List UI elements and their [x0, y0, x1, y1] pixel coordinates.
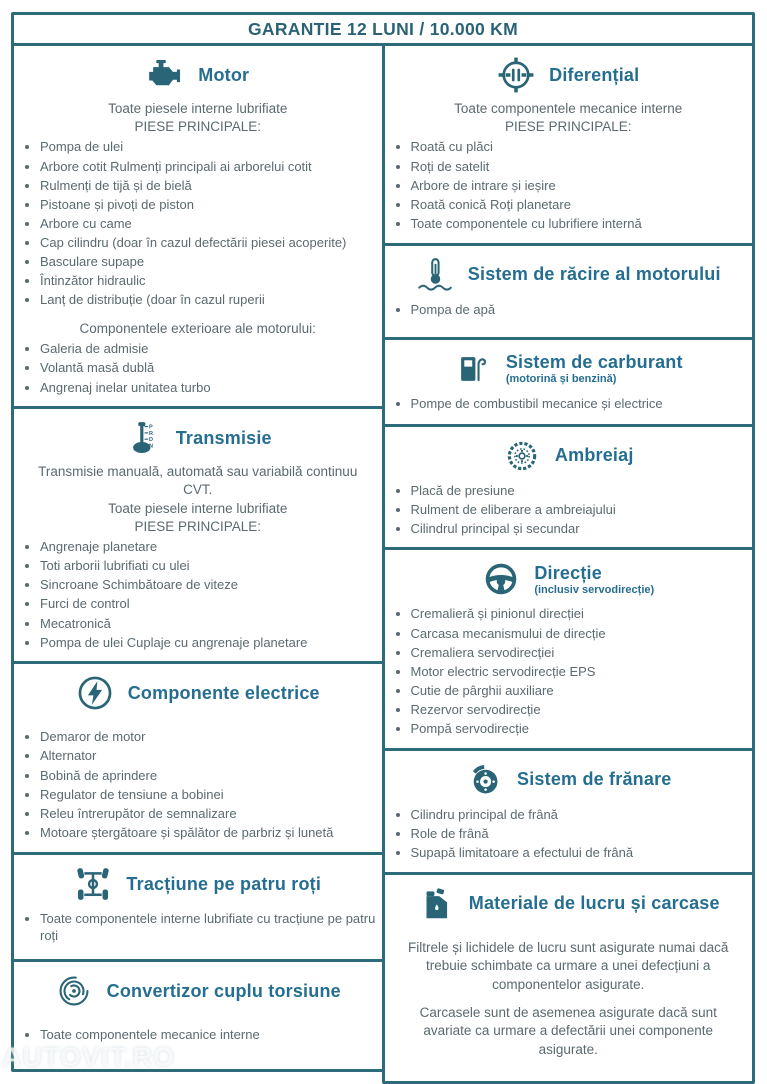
bullet-item: • Placă de presiune: [411, 483, 749, 500]
bullet-item: • Arbore cotit Rulmenți principali ai arborelui cotit: [40, 159, 378, 176]
bullet-item: • Roată conică Roți planetare: [411, 197, 749, 214]
bullet-item: • Angrenaj inelar unitatea turbo: [40, 380, 378, 397]
section-title: Direcție: [534, 562, 602, 583]
intro-line: Toate piesele interne lubrifiate: [108, 500, 288, 516]
bullet-item: • Întinzător hidraulic: [40, 273, 378, 290]
section-header: [385, 246, 753, 299]
section-subtitle: (inclusiv servodirecție): [534, 584, 655, 597]
section-header: [14, 855, 382, 908]
intro-line: Toate componentele mecanice interne: [454, 101, 683, 116]
intro-text: [385, 100, 753, 136]
fuel-pump-icon: [454, 350, 492, 388]
bullet-item: • Rezervor servodirecție: [411, 702, 749, 719]
section-subtitle: (motorină și benzină): [505, 373, 617, 386]
section-tractiune: [11, 852, 385, 962]
bullet-item: • Motoare ștergătoare și spălător de parbriz și lunetă: [40, 825, 378, 842]
bullet-list: [385, 606, 753, 737]
section-header: [385, 875, 753, 928]
section-title: Diferențial: [549, 64, 640, 85]
bullet-item: • Cutie de pârghii auxiliare: [411, 683, 749, 700]
oil-canister-icon: [417, 885, 455, 923]
section-title: Componente electrice: [127, 682, 320, 703]
intro-text: [14, 463, 382, 536]
intro-line: Toate piesele interne lubrifiate: [108, 101, 288, 116]
section-title: Transmisie: [175, 427, 272, 448]
intro-line: Componentele exterioare ale motorului:: [79, 321, 316, 337]
drivetrain-icon: [74, 865, 112, 903]
bullet-item: • Pompa de ulei Cuplaje cu angrenaje planetare: [40, 635, 378, 652]
svg-text:D: D: [148, 437, 153, 444]
warranty-title-bar: [11, 12, 755, 46]
bullet-item: • Carcasa mecanismului de direcție: [411, 626, 749, 643]
bullet-item: • Toate componentele cu lubrifiere internă: [411, 216, 749, 233]
warranty-sheet: [11, 12, 755, 1084]
section-transmisie: [11, 406, 385, 664]
bullet-item: • Pistoane și pivoți de piston: [40, 197, 378, 214]
intro-line: PIESE PRINCIPALE:: [134, 518, 262, 534]
bullet-list: [385, 483, 753, 538]
bullet-list: [14, 539, 382, 651]
intro-text: [14, 100, 382, 136]
bullet-item: • Toate componentele mecanice interne: [40, 1027, 378, 1044]
bullet-item: • Arbore cu came: [40, 216, 378, 233]
brake-disc-icon: [465, 761, 503, 799]
section-diferential: [382, 43, 756, 246]
section-header: [385, 427, 753, 480]
section-title: Ambreiaj: [554, 445, 634, 466]
bullet-list: [14, 1027, 382, 1044]
bullet-item: • Alternator: [40, 748, 378, 765]
bullet-item: • Regulator de tensiune a bobinei: [40, 787, 378, 804]
bullet-item: • Role de frână: [411, 826, 749, 843]
lightning-icon: [76, 674, 114, 712]
bullet-item: • Cilindru principal de frână: [411, 807, 749, 824]
bullet-list: [14, 341, 382, 396]
bullet-item: • Roată cu plăci: [411, 139, 749, 156]
bullet-list: [385, 139, 753, 232]
intro-line: PIESE PRINCIPALE:: [504, 119, 632, 135]
bullet-item: • Motor electric servodirecție EPS: [411, 664, 749, 681]
right-column: [382, 43, 756, 1084]
svg-text:N: N: [148, 443, 153, 450]
section-directie: [382, 547, 756, 750]
bullet-item: • Arbore de intrare și ieșire: [411, 178, 749, 195]
bullet-item: • Basculare supape: [40, 254, 378, 271]
svg-text:P: P: [148, 424, 153, 431]
section-materiale: [382, 872, 756, 1084]
bullet-item: • Pompa de ulei: [40, 139, 378, 156]
bullet-item: • Supapă limitatoare a efectului de frână: [411, 845, 749, 862]
section-header: [385, 340, 753, 393]
section-motor: [11, 43, 385, 409]
engine-icon: [146, 56, 184, 94]
bullet-item: • Pompe de combustibil mecanice și electrice: [411, 396, 749, 413]
thermometer-icon: [416, 256, 454, 294]
section-electrice: [11, 661, 385, 855]
section-title: Sistem de frănare: [517, 769, 672, 790]
bullet-list: [14, 139, 382, 309]
section-ambreiaj: [382, 424, 756, 551]
section-title: Motor: [198, 64, 250, 85]
watermark: AUTOVIT.RO: [2, 1042, 176, 1072]
bullet-list: [14, 911, 382, 944]
intro-line: PIESE PRINCIPALE:: [134, 119, 262, 135]
bullet-item: • Cremaliera servodirecției: [411, 645, 749, 662]
section-title: Sistem de răcire al motorului: [467, 264, 721, 285]
bullet-item: • Toti arborii lubrifiati cu ulei: [40, 558, 378, 575]
section-racire: [382, 243, 756, 340]
section-title: Materiale de lucru și carcase: [468, 893, 720, 914]
paragraph: Filtrele și lichidele de lucru sunt asigurate numai dacă trebuie schimbate ca urmare a unei defecțiuni a componentelor asigurate.: [408, 939, 729, 992]
section-header: [14, 409, 382, 462]
differential-icon: [497, 56, 535, 94]
bullet-item: • Pompă servodirecție: [411, 721, 749, 738]
section-header: [385, 46, 753, 99]
bullet-item: • Mecatronică: [40, 616, 378, 633]
intro-text: [14, 320, 382, 338]
bullet-item: • Releu întrerupător de semnalizare: [40, 806, 378, 823]
intro-line: Transmisie manuală, automată sau variabilă continuu CVT.: [38, 464, 358, 498]
bullet-list: [385, 302, 753, 319]
bullet-list: [14, 729, 382, 841]
section-title: Tracțiune pe patru roți: [126, 873, 322, 894]
section-convertizor: [11, 959, 385, 1072]
bullet-item: • Volantă masă dublă: [40, 360, 378, 377]
section-header: [14, 664, 382, 717]
bullet-list: [385, 807, 753, 862]
bullet-item: • Rulment de eliberare a ambreiajului: [411, 502, 749, 519]
bullet-item: • Roți de satelit: [411, 159, 749, 176]
section-franare: [382, 748, 756, 875]
bullet-item: • Toate componentele interne lubrifiate cu tracțiune pe patru roți: [40, 911, 378, 944]
section-header: [385, 550, 753, 603]
svg-text:R: R: [148, 430, 153, 437]
bullet-item: • Cilindrul principal și secundar: [411, 521, 749, 538]
section-header: [385, 751, 753, 804]
section-title: Convertizor cuplu torsiune: [106, 980, 341, 1001]
section-carburant: [382, 337, 756, 427]
bullet-item: • Pompa de apă: [411, 302, 749, 319]
steering-wheel-icon: [482, 560, 520, 598]
paragraph-block: [385, 928, 753, 1073]
bullet-item: • Galeria de admisie: [40, 341, 378, 358]
page-title: GARANTIE 12 LUNI / 10.000 KM: [248, 18, 518, 39]
bullet-item: • Furci de control: [40, 596, 378, 613]
bullet-list: [385, 396, 753, 413]
section-header: [14, 46, 382, 99]
bullet-item: • Lanț de distribuție (doar în cazul ruperii: [40, 292, 378, 309]
bullet-item: • Bobină de aprindere: [40, 768, 378, 785]
torque-converter-icon: [55, 972, 93, 1010]
columns: [11, 43, 755, 1084]
section-title: Sistem de carburant: [505, 351, 683, 372]
bullet-item: • Cap cilindru (doar în cazul defectării piesei acoperite): [40, 235, 378, 252]
bullet-item: • Angrenaje planetare: [40, 539, 378, 556]
bullet-item: • Sincroane Schimbătoare de viteze: [40, 577, 378, 594]
bullet-item: • Demaror de motor: [40, 729, 378, 746]
clutch-disc-icon: [503, 437, 541, 475]
paragraph: Carcasele sunt de asemenea asigurate dacă sunt avariate ca urmare a defectării unei componente asigurate.: [419, 1004, 717, 1057]
bullet-item: • Rulmenți de tijă și de bielă: [40, 178, 378, 195]
section-header: [14, 962, 382, 1015]
bullet-item: • Cremalieră și pinionul direcției: [411, 606, 749, 623]
gear-shifter-icon: [124, 419, 162, 457]
left-column: [11, 43, 385, 1072]
